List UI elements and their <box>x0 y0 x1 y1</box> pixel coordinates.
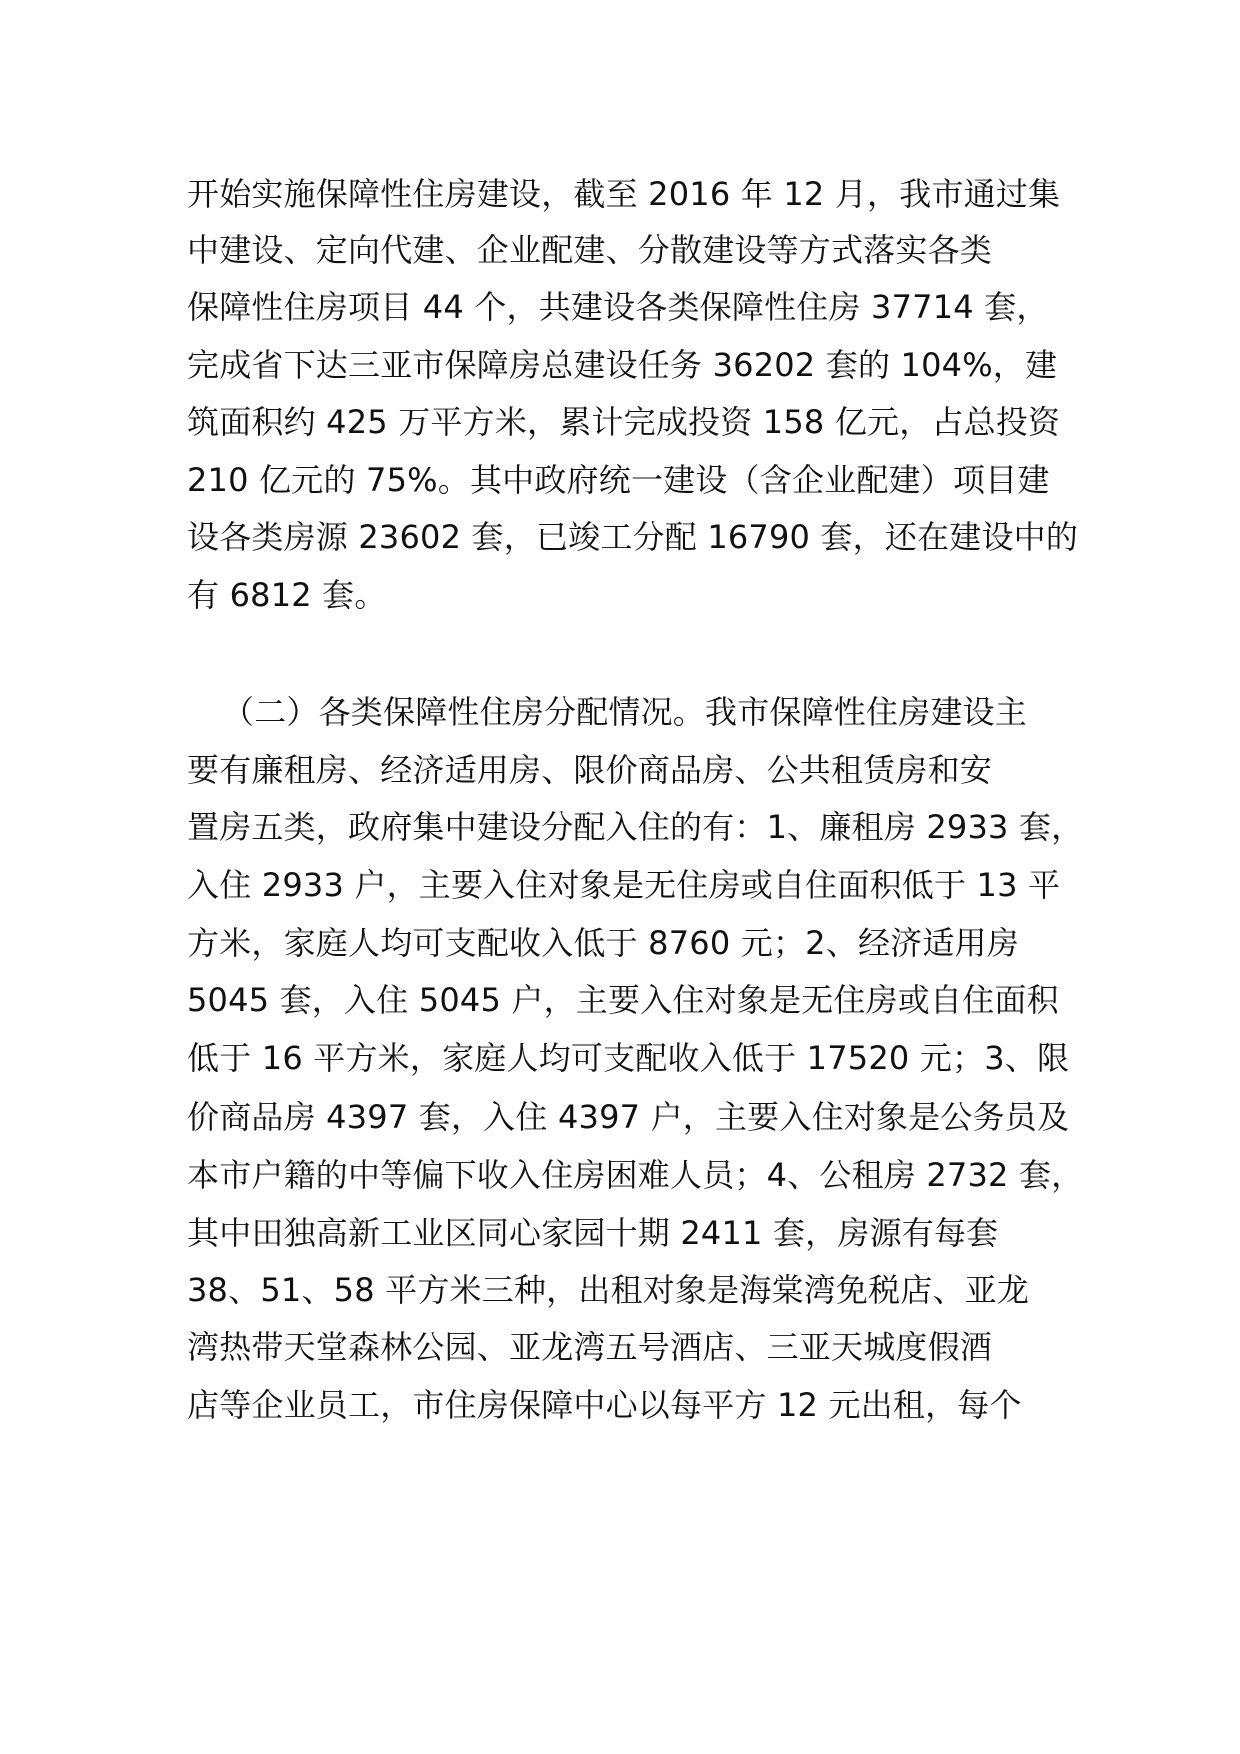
text-line: 方米，家庭人均可支配收入低于 8760 元；2、经济适用房 <box>187 924 1019 962</box>
text-line: 置房五类，政府集中建设分配入住的有：1、廉租房 2933 套， <box>187 808 1084 846</box>
text-line: 完成省下达三亚市保障房总建设任务 36202 套的 104%，建 <box>187 346 1058 384</box>
text-line: 低于 16 平方米，家庭人均可支配收入低于 17520 元；3、限 <box>187 1039 1070 1077</box>
text-line: 210 亿元的 75%。其中政府统一建设（含企业配建）项目建 <box>187 461 1050 499</box>
text-line: 设各类房源 23602 套，已竣工分配 16790 套，还在建设中的 <box>187 518 1079 556</box>
text-line: 湾热带天堂森林公园、亚龙湾五号酒店、三亚天城度假酒 <box>187 1328 993 1366</box>
text-line: 店等企业员工，市住房保障中心以每平方 12 元出租，每个 <box>187 1386 1022 1424</box>
text-line: 5045 套，入住 5045 户，主要入住对象是无住房或自住面积 <box>187 981 1059 1019</box>
section-heading-line: （二）各类保障性住房分配情况。我市保障性住房建设主 <box>222 693 1028 731</box>
text-line: 38、51、58 平方米三种，出租对象是海棠湾免税店、亚龙 <box>187 1271 1030 1309</box>
text-line: 有 6812 套。 <box>187 576 387 614</box>
text-line: 中建设、定向代建、企业配建、分散建设等方式落实各类 <box>187 231 993 269</box>
text-line: 筑面积约 425 万平方米，累计完成投资 158 亿元，占总投资 <box>187 403 1061 441</box>
text-line: 其中田独高新工业区同心家园十期 2411 套，房源有每套 <box>187 1214 999 1252</box>
text-line: 入住 2933 户，主要入住对象是无住房或自住面积低于 13 平 <box>187 866 1061 904</box>
text-line: 开始实施保障性住房建设，截至 2016 年 12 月，我市通过集 <box>187 175 1061 213</box>
text-line: 要有廉租房、经济适用房、限价商品房、公共租赁房和安 <box>187 751 993 789</box>
text-line: 保障性住房项目 44 个，共建设各类保障性住房 37714 套， <box>187 288 1049 326</box>
text-line: 本市户籍的中等偏下收入住房困难人员；4、公租房 2732 套， <box>187 1156 1084 1194</box>
text-line: 价商品房 4397 套，入住 4397 户，主要入住对象是公务员及 <box>187 1098 1070 1136</box>
